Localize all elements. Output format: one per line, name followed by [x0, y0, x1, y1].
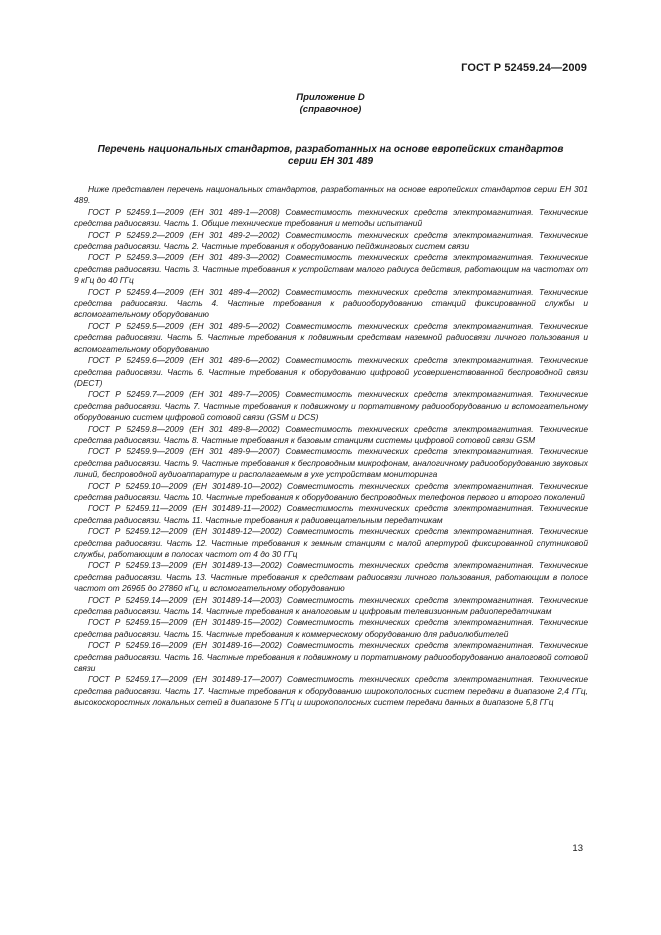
annex-title: Приложение D — [296, 92, 365, 103]
standard-entry: ГОСТ Р 52459.8—2009 (ЕН 301 489-8—2002) Совместимость технических средств электромагнитная. Технические средства радиосвязи. Часть 8. Частные требования к базовым станциям системы цифровой сотовой связи GSM — [74, 423, 588, 445]
standards-list — [74, 184, 588, 709]
annex-subtitle: (справочное) — [299, 104, 362, 115]
standard-entry: ГОСТ Р 52459.9—2009 (ЕН 301 489-9—2007) Совместимость технических средств электромагнитная. Технические средства радиосвязи. Часть 9. Частные требования к беспроводным микрофонам, аналогичному радиооборудованию звуковых линий, беспроводной аудиоаппаратуре и располагаемым в ухе устройствам мониторинга — [74, 446, 588, 480]
standard-entry: ГОСТ Р 52459.7—2009 (ЕН 301 489-7—2005) Совместимость технических средств электромагнитная. Технические средства радиосвязи. Часть 7. Частные требования к подвижному и портативному радиооборудованию и вспомогательному оборудованию систем цифровой сотовой связи (GSM и DCS) — [74, 389, 588, 423]
page-number: 13 — [572, 843, 583, 854]
annex-heading — [0, 92, 661, 116]
standard-entry: ГОСТ Р 52459.15—2009 (ЕН 301489-15—2002) Совместимость технических средств электромагнитная. Технические средства радиосвязи. Часть 15. Частные требования к коммерческому оборудованию для радиолюбителей — [74, 617, 588, 639]
standard-entry: ГОСТ Р 52459.12—2009 (ЕН 301489-12—2002) Совместимость технических средств электромагнитная. Технические средства радиосвязи. Часть 12. Частные требования к земным станциям с малой апертурой фиксированной спутниковой службы, работающим в полосах частот от 4 до 30 ГГц — [74, 526, 588, 559]
standard-entry: ГОСТ Р 52459.13—2009 (ЕН 301489-13—2002) Совместимость технических средств электромагнитная. Технические средства радиосвязи. Часть 13. Частные требования к средствам радиосвязи личного пользования, работающим в полосе частот от 26965 до 27860 кГц, и вспомогательному оборудованию — [74, 560, 588, 594]
intro-paragraph: Ниже представлен перечень национальных стандартов, разработанных на основе европейских стандартов серии ЕН 301 489. — [74, 184, 588, 206]
standard-entry: ГОСТ Р 52459.17—2009 (ЕН 301489-17—2007) Совместимость технических средств электромагнитная. Технические средства радиосвязи. Часть 17. Частные требования к оборудованию широкополосных систем передачи в диапазоне 2,4 ГГц, высокоскоростных локальных сетей в диапазоне 5 ГГц и широкополосных систем передачи данных в диапазоне 5,8 ГГц — [74, 674, 588, 708]
standard-entry: ГОСТ Р 52459.4—2009 (ЕН 301 489-4—2002) Совместимость технических средств электромагнитная. Технические средства радиосвязи. Часть 4. Частные требования к радиооборудованию станций фиксированной службы и вспомогательному оборудованию — [74, 286, 588, 320]
standard-entry: ГОСТ Р 52459.1—2009 (ЕН 301 489-1—2008) Совместимость технических средств электромагнитная. Технические средства радиосвязи. Часть 1. Общие технические требования и методы испытаний — [74, 206, 588, 229]
standard-entry: ГОСТ Р 52459.3—2009 (ЕН 301 489-3—2002) Совместимость технических средств электромагнитная. Технические средства радиосвязи. Часть 3. Частные требования к устройствам малого радиуса действия, работающим на частотах от 9 кГц до 40 ГГц — [74, 252, 588, 286]
standard-entry: ГОСТ Р 52459.14—2009 (ЕН 301489-14—2003) Совместимость технических средств электромагнитная. Технические средства радиосвязи. Часть 14. Частные требования к аналоговым и цифровым телевизионным радиопередатчикам — [74, 594, 588, 617]
standard-entry: ГОСТ Р 52459.16—2009 (ЕН 301489-16—2002) Совместимость технических средств электромагнитная. Технические средства радиосвязи. Часть 16. Частные требования к подвижному и портативному радиооборудованию аналоговой сотовой связи — [74, 640, 588, 674]
standard-entry: ГОСТ Р 52459.6—2009 (ЕН 301 489-6—2002) Совместимость технических средств электромагнитная. Технические средства радиосвязи. Часть 6. Частные требования к оборудованию цифровой усовершенствованной беспроводной связи (DECT) — [74, 355, 588, 388]
standard-entry: ГОСТ Р 52459.11—2009 (ЕН 301489-11—2002) Совместимость технических средств электромагнитная. Технические средства радиосвязи. Часть 11. Частные требования к радиовещательным передатчикам — [74, 503, 588, 525]
list-title — [70, 144, 591, 168]
list-title-line-2: серии ЕН 301 489 — [287, 156, 374, 167]
list-title-line-1: Перечень национальных стандартов, разработанных на основе европейских стандартов — [97, 144, 564, 155]
document-code: ГОСТ Р 52459.24—2009 — [461, 62, 587, 74]
standard-entry: ГОСТ Р 52459.5—2009 (ЕН 301 489-5—2002) Совместимость технических средств электромагнитная. Технические средства радиосвязи. Часть 5. Частные требования к подвижным средствам наземной радиосвязи личного пользования и вспомогательному оборудованию — [74, 320, 588, 354]
standard-entry: ГОСТ Р 52459.10—2009 (ЕН 301489-10—2002) Совместимость технических средств электромагнитная. Технические средства радиосвязи. Часть 10. Частные требования к оборудованию беспроводных телефонов первого и второго поколений — [74, 480, 588, 502]
standard-entry: ГОСТ Р 52459.2—2009 (ЕН 301 489-2—2002) Совместимость технических средств электромагнитная. Технические средства радиосвязи. Часть 2. Частные требования к оборудованию пейджинговых систем связи — [74, 229, 588, 252]
